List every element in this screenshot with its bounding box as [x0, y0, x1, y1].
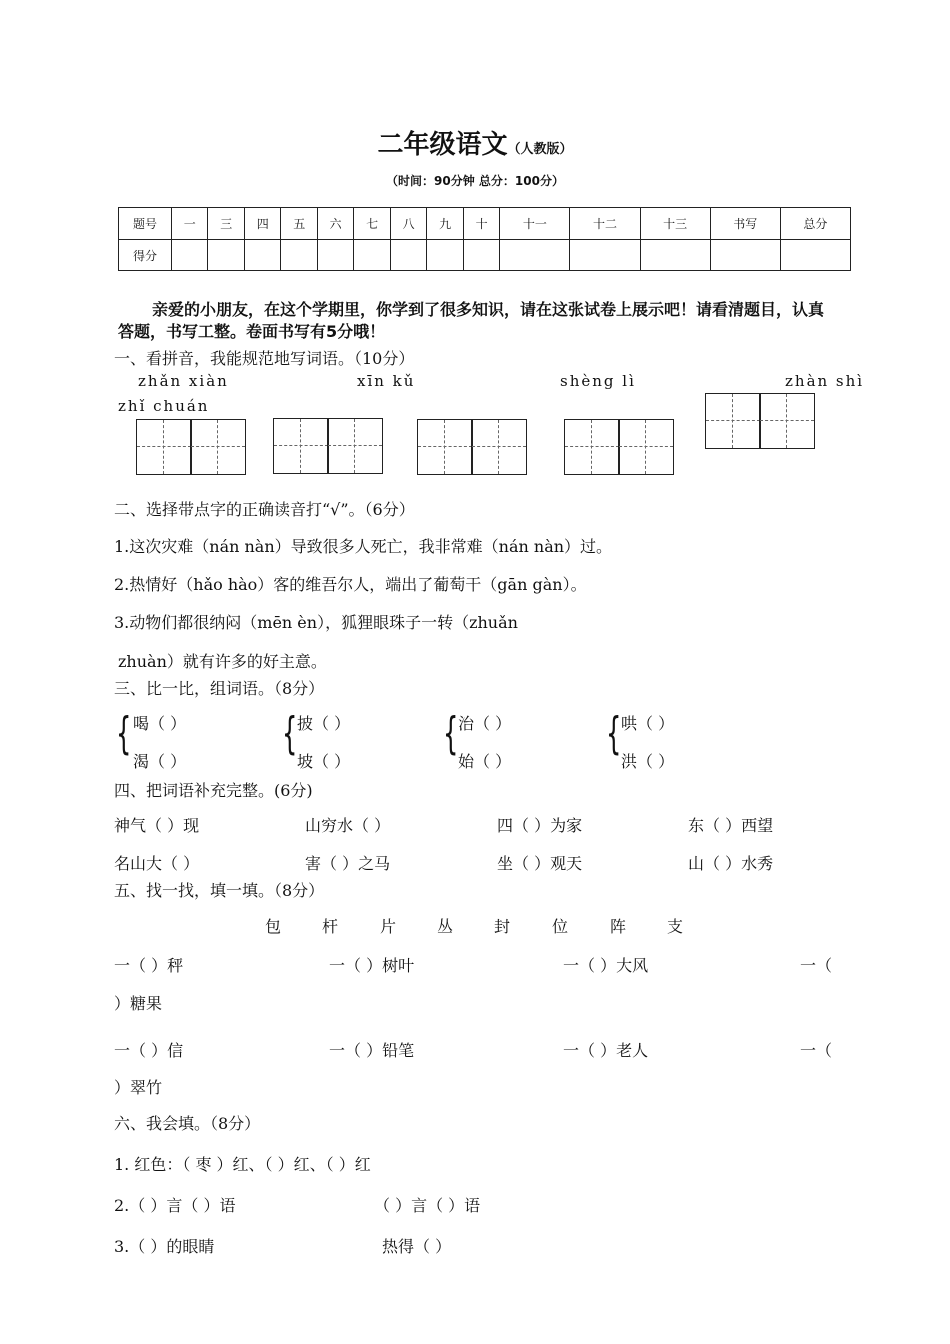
word-bank-item: 丛: [437, 917, 454, 936]
pinyin-3: shèng lì: [560, 372, 636, 390]
word-bank-item: 位: [552, 917, 569, 936]
score-cell[interactable]: [390, 240, 426, 271]
score-cell[interactable]: [317, 240, 353, 271]
section5-title: 五、找一找，填一填。（8分）: [114, 881, 325, 900]
score-table-header-row: [119, 208, 851, 240]
table-cell: 四: [244, 208, 280, 240]
word-bank-item: 封: [494, 917, 511, 936]
idiom-blank: 东（ ）西望: [688, 816, 774, 835]
word-pair-top: 哄（ ）: [621, 714, 675, 733]
title-text: 二年级语文: [377, 130, 508, 160]
score-cell[interactable]: [172, 240, 208, 271]
table-cell: 总分: [780, 208, 850, 240]
score-cell[interactable]: [710, 240, 780, 271]
measure-blank: 一（: [800, 956, 833, 975]
idiom-blank: 坐（ ）观天: [497, 854, 583, 873]
brace-icon: {: [606, 708, 622, 759]
measure-blank: 一（ ）树叶: [329, 956, 415, 975]
brace-icon: {: [116, 708, 132, 759]
score-cell[interactable]: [780, 240, 850, 271]
idiom-blank: 山穷水（ ）: [305, 816, 391, 835]
table-cell: 五: [281, 208, 317, 240]
question-6-1: 1. 红色：（ 枣 ）红、（ ）红、（ ）红: [114, 1155, 371, 1174]
question-6-2a: 2.（ ）言（ ）语: [114, 1196, 236, 1215]
score-cell[interactable]: [500, 240, 570, 271]
word-pair-bottom: 渴（ ）: [133, 752, 187, 771]
idiom-blank: 神气（ ）现: [114, 816, 200, 835]
score-cell[interactable]: [640, 240, 710, 271]
word-pair-bottom: 始（ ）: [458, 752, 512, 771]
writing-grid[interactable]: [273, 418, 329, 474]
idiom-blank: 山（ ）水秀: [688, 854, 774, 873]
writing-grid[interactable]: [190, 419, 246, 475]
score-cell[interactable]: [244, 240, 280, 271]
question-2-3-cont: zhuàn）就有许多的好主意。: [118, 652, 327, 671]
edition-label: （人教版）: [507, 142, 573, 157]
measure-blank-cont: ）糖果: [114, 994, 163, 1013]
page-title: [0, 124, 950, 161]
idiom-blank: 名山大（ ）: [114, 854, 200, 873]
question-2-2: 2.热情好（hǎo hào）客的维吾尔人，端出了葡萄干（gān gàn）。: [114, 575, 587, 594]
measure-blank: 一（ ）大风: [563, 956, 649, 975]
section2-title: 二、选择带点字的正确读音打“√”。（6分）: [114, 500, 415, 519]
score-cell[interactable]: [208, 240, 244, 271]
question-6-3b: 热得（ ）: [382, 1237, 452, 1256]
table-cell: 十: [463, 208, 499, 240]
score-cell[interactable]: [281, 240, 317, 271]
section4-title: 四、把词语补充完整。(6分): [114, 781, 313, 800]
score-cell[interactable]: [354, 240, 390, 271]
writing-grid[interactable]: [564, 419, 620, 475]
table-cell: 十一: [500, 208, 570, 240]
word-bank-item: 包: [265, 917, 282, 936]
word-pair-bottom: 坡（ ）: [297, 752, 351, 771]
writing-grid[interactable]: [327, 418, 383, 474]
idiom-blank: 害（ ）之马: [305, 854, 391, 873]
question-6-2b: （ ）言（ ）语: [374, 1196, 481, 1215]
writing-grid[interactable]: [471, 419, 527, 475]
table-cell: 十三: [640, 208, 710, 240]
idiom-blank: 四（ ）为家: [497, 816, 583, 835]
word-pair-top: 喝（ ）: [133, 714, 187, 733]
section1-title: 一、看拼音，我能规范地写词语。（10分）: [114, 349, 415, 368]
measure-blank: 一（ ）老人: [563, 1041, 649, 1060]
table-cell: 书写: [710, 208, 780, 240]
table-cell: 七: [354, 208, 390, 240]
table-cell: 十二: [570, 208, 640, 240]
score-cell[interactable]: [463, 240, 499, 271]
measure-blank: 一（ ）秤: [114, 956, 184, 975]
score-table: [118, 207, 851, 271]
exam-info: （时间：90分钟 总分：100分）: [386, 174, 564, 188]
word-pair-top: 披（ ）: [297, 714, 351, 733]
question-2-1: 1.这次灾难（nán nàn）导致很多人死亡，我非常难（nán nàn）过。: [114, 537, 613, 556]
writing-grid[interactable]: [618, 419, 674, 475]
section3-title: 三、比一比，组词语。（8分）: [114, 679, 325, 698]
pinyin-5: zhǐ chuán: [118, 397, 210, 415]
table-cell: 八: [390, 208, 426, 240]
word-bank-item: 支: [667, 917, 684, 936]
table-cell: 一: [172, 208, 208, 240]
measure-blank: 一（ ）信: [114, 1041, 184, 1060]
score-cell[interactable]: [570, 240, 640, 271]
brace-icon: {: [282, 708, 298, 759]
table-cell: 六: [317, 208, 353, 240]
question-6-3a: 3.（ ）的眼睛: [114, 1237, 215, 1256]
table-cell: 题号: [119, 208, 172, 240]
writing-grid[interactable]: [759, 393, 815, 449]
word-pair-top: 治（ ）: [458, 714, 512, 733]
measure-blank-cont: ）翠竹: [114, 1078, 163, 1097]
measure-blank: 一（: [800, 1041, 833, 1060]
pinyin-4: zhàn shì: [785, 372, 865, 390]
question-2-3: 3.动物们都很纳闷（mēn èn），狐狸眼珠子一转（zhuǎn: [114, 613, 518, 632]
table-cell: 九: [427, 208, 463, 240]
section6-title: 六、我会填。（8分）: [114, 1114, 261, 1133]
writing-grid[interactable]: [136, 419, 192, 475]
measure-blank: 一（ ）铅笔: [329, 1041, 415, 1060]
score-cell[interactable]: [427, 240, 463, 271]
table-cell: 得分: [119, 240, 172, 271]
pinyin-1: zhǎn xiàn: [138, 372, 229, 390]
word-bank-item: 片: [380, 917, 397, 936]
brace-icon: {: [443, 708, 459, 759]
pinyin-2: xīn kǔ: [357, 372, 416, 390]
word-bank-item: 杆: [322, 917, 339, 936]
writing-grid[interactable]: [705, 393, 761, 449]
writing-grid[interactable]: [417, 419, 473, 475]
table-cell: 三: [208, 208, 244, 240]
intro-text: 亲爱的小朋友，在这个学期里，你学到了很多知识，请在这张试卷上展示吧！请看清题目，认真答题，书写工整。卷面书写有5分哦！: [118, 300, 825, 341]
score-table-score-row: [119, 240, 851, 271]
word-pair-bottom: 洪（ ）: [621, 752, 675, 771]
word-bank-item: 阵: [610, 917, 627, 936]
